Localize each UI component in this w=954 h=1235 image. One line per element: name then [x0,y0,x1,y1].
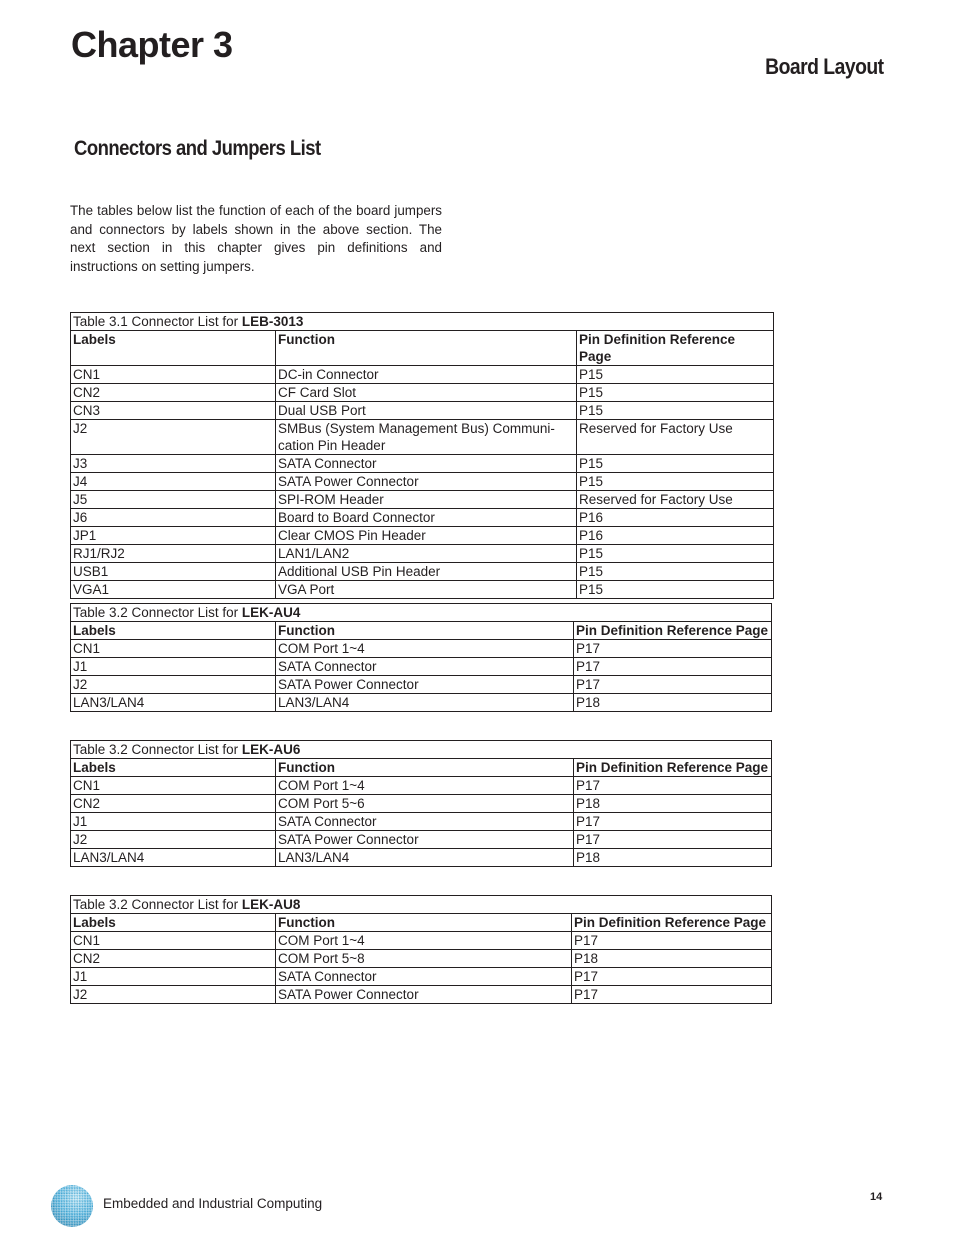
cell-label: CN1 [71,366,276,384]
cell-label: VGA1 [71,581,276,599]
cell-function: SATA Power Connector [276,831,574,849]
cell-function: SATA Connector [276,658,574,676]
table-row [71,813,772,831]
cell-function: Dual USB Port [276,402,577,420]
cell-label: CN1 [71,932,276,950]
section-title: Board Layout [765,54,884,79]
table-row [71,366,774,384]
cell-label: J5 [71,491,276,509]
header-pin-reference: Pin Definition Reference Page [574,622,772,640]
header-function: Function [276,331,577,366]
table-row [71,473,774,491]
intro-paragraph: The tables below list the function of each of the board jumpers and connectors by labels shown in the above section. The next section in this chapter gives pin definitions and instructions on setting jumpers. [70,203,442,274]
cell-page: P15 [577,366,774,384]
header-pin-reference: Pin Definition Reference Page [574,759,772,777]
cell-page: P17 [574,676,772,694]
cell-label: LAN3/LAN4 [71,849,276,867]
cell-page: P17 [572,986,772,1004]
cell-function: COM Port 5~8 [276,950,572,968]
cell-function: SATA Connector [276,455,577,473]
cell-label: RJ1/RJ2 [71,545,276,563]
cell-label: J1 [71,658,276,676]
cell-page: P15 [577,402,774,420]
cell-label: CN2 [71,795,276,813]
cell-label: J1 [71,813,276,831]
table-row [71,402,774,420]
table-row [71,420,774,455]
table-caption: Table 3.2 Connector List for LEK-AU6 [71,741,772,759]
table-header-row [71,759,772,777]
subsection-title: Connectors and Jumpers List [74,137,321,160]
cell-label: J2 [71,831,276,849]
cell-function: SATA Power Connector [276,473,577,491]
cell-function: DC-in Connector [276,366,577,384]
table-row [71,527,774,545]
cell-function: COM Port 1~4 [276,777,574,795]
table-header-row [71,622,772,640]
cell-function: Clear CMOS Pin Header [276,527,577,545]
table-row [71,455,774,473]
cell-function: SMBus (System Management Bus) Communi-cation Pin Header [276,420,577,455]
cell-function: SATA Connector [276,968,572,986]
cell-label: J1 [71,968,276,986]
table-header-row [71,914,772,932]
cell-page: P17 [574,777,772,795]
cell-page: P16 [577,527,774,545]
cell-label: J4 [71,473,276,491]
cell-label: USB1 [71,563,276,581]
table-row [71,777,772,795]
table-row [71,950,772,968]
cell-label: CN2 [71,384,276,402]
connector-table-lek-au8 [70,895,772,1004]
chapter-title: Chapter 3 [71,24,233,65]
header-labels: Labels [71,622,276,640]
table-row [71,968,772,986]
table-row [71,795,772,813]
cell-label: J6 [71,509,276,527]
cell-page: P17 [572,968,772,986]
cell-page: P18 [574,694,772,712]
cell-label: CN3 [71,402,276,420]
table-row [71,581,774,599]
cell-page: P17 [574,813,772,831]
connector-table-leb-3013 [70,312,774,599]
cell-function: VGA Port [276,581,577,599]
table-caption-row [71,741,772,759]
header-pin-reference: Pin Definition Reference Page [572,914,772,932]
cell-label: J3 [71,455,276,473]
cell-function: COM Port 1~4 [276,640,574,658]
table-row [71,658,772,676]
cell-function: SATA Connector [276,813,574,831]
page-number: 14 [870,1191,883,1203]
cell-label: JP1 [71,527,276,545]
connector-table-lek-au6 [70,740,772,867]
table-row [71,640,772,658]
table-row [71,986,772,1004]
cell-page: P16 [577,509,774,527]
cell-page: P17 [574,658,772,676]
header-labels: Labels [71,759,276,777]
table-caption-row [71,313,774,331]
cell-label: J2 [71,986,276,1004]
header-pin-reference: Pin Definition Reference Page [577,331,774,366]
table-row [71,491,774,509]
connector-table-lek-au4 [70,603,772,712]
header-function: Function [276,622,574,640]
table-row [71,384,774,402]
cell-page: P17 [574,831,772,849]
cell-function: SATA Power Connector [276,676,574,694]
cell-page: P18 [572,950,772,968]
cell-label: CN1 [71,777,276,795]
header-function: Function [276,914,572,932]
cell-function: COM Port 1~4 [276,932,572,950]
table-caption-row [71,896,772,914]
table-row [71,563,774,581]
table-row [71,694,772,712]
table-caption: Table 3.2 Connector List for LEK-AU4 [71,604,772,622]
table-caption: Table 3.1 Connector List for LEB-3013 [71,313,774,331]
cell-page: P18 [574,795,772,813]
table-row [71,932,772,950]
cell-page: Reserved for Factory Use [577,491,774,509]
table-caption-row [71,604,772,622]
cell-page: P15 [577,384,774,402]
cell-page: Reserved for Factory Use [577,420,774,455]
cell-function: LAN1/LAN2 [276,545,577,563]
cell-label: CN1 [71,640,276,658]
cell-function: Board to Board Connector [276,509,577,527]
cell-page: P17 [572,932,772,950]
cell-function: Additional USB Pin Header [276,563,577,581]
cell-function: SATA Power Connector [276,986,572,1004]
table-header-row [71,331,774,366]
header-labels: Labels [71,331,276,366]
cell-page: P17 [574,640,772,658]
header-function: Function [276,759,574,777]
cell-label: J2 [71,420,276,455]
cell-function: CF Card Slot [276,384,577,402]
cell-function: SPI-ROM Header [276,491,577,509]
cell-label: CN2 [71,950,276,968]
cell-function: LAN3/LAN4 [276,849,574,867]
table-row [71,509,774,527]
cell-function: LAN3/LAN4 [276,694,574,712]
table-row [71,545,774,563]
footer-company-tagline: Embedded and Industrial Computing [103,1196,323,1211]
globe-logo-icon [50,1184,94,1228]
table-row [71,676,772,694]
cell-page: P15 [577,473,774,491]
table-row [71,831,772,849]
cell-function: COM Port 5~6 [276,795,574,813]
cell-label: LAN3/LAN4 [71,694,276,712]
header-labels: Labels [71,914,276,932]
cell-page: P15 [577,581,774,599]
table-row [71,849,772,867]
cell-page: P18 [574,849,772,867]
cell-page: P15 [577,455,774,473]
cell-page: P15 [577,563,774,581]
cell-label: J2 [71,676,276,694]
cell-page: P15 [577,545,774,563]
table-caption: Table 3.2 Connector List for LEK-AU8 [71,896,772,914]
